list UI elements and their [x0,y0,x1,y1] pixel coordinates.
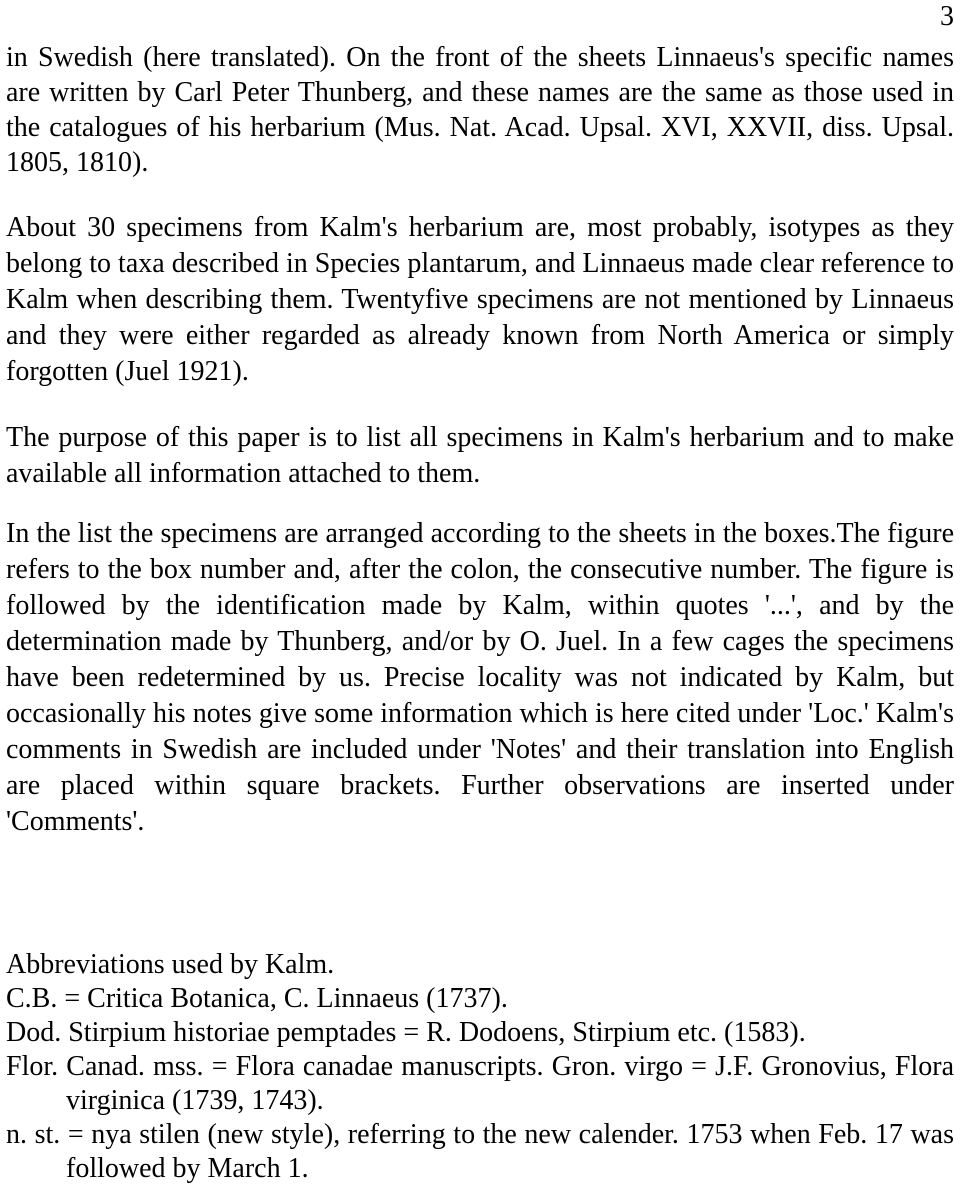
abbreviation-entry: Dod. Stirpium historiae pemptades = R. Dodoens, Stirpium etc. (1583). [6,1017,806,1048]
abbreviation-entry: C.B. = Critica Botanica, C. Linnaeus (1737). [6,983,508,1014]
paragraph-purpose: The purpose of this paper is to list all specimens in Kalm's herbarium and to make available all information attached to them. [6,422,954,489]
paragraph-intro-continuation: in Swedish (here translated). On the front of the sheets Linnaeus's specific names are written by Carl Peter Thunberg, and these names are the same as those used in the catalogues of his herbarium (Mus. Nat. Acad. Upsal. XVI, XXVII, diss. Upsal. 1805, 1810). [6,42,954,178]
abbreviation-entry: Flor. Canad. mss. = Flora canadae manuscripts. Gron. virgo = J.F. Gronovius, Flora virginica (1739, 1743). [6,1051,954,1116]
abbreviations-section [6,948,954,1186]
paragraph-isotypes: About 30 specimens from Kalm's herbarium are, most probably, isotypes as they belong to taxa described in Species plantarum, and Linnaeus made clear reference to Kalm when describing them. Twentyfive specimens are not mentioned by Linnaeus and they were either regarded as already known from North America or simply forgotten (Juel 1921). [6,212,954,387]
abbreviations-heading: Abbreviations used by Kalm. [6,949,335,980]
paragraph-list-arrangement: In the list the specimens are arranged according to the sheets in the boxes.The figure refers to the box number and, after the colon, the consecutive number. The figure is followed by the identification made by Kalm, within quotes '...', and by the determination made by Thunberg, and/or by O. Juel. In a few cages the specimens have been redetermined by us. Precise locality was not indicated by Kalm, but occasionally his notes give some information which is here cited under 'Loc.' Kalm's comments in Swedish are included under 'Notes' and their translation into English are placed within square brackets. Further observations are inserted under 'Comments'. [6,518,954,837]
abbreviation-entry: n. st. = nya stilen (new style), referring to the new calender. 1753 when Feb. 17 was followed by March 1. [6,1119,954,1184]
page-number: 3 [940,1,954,32]
